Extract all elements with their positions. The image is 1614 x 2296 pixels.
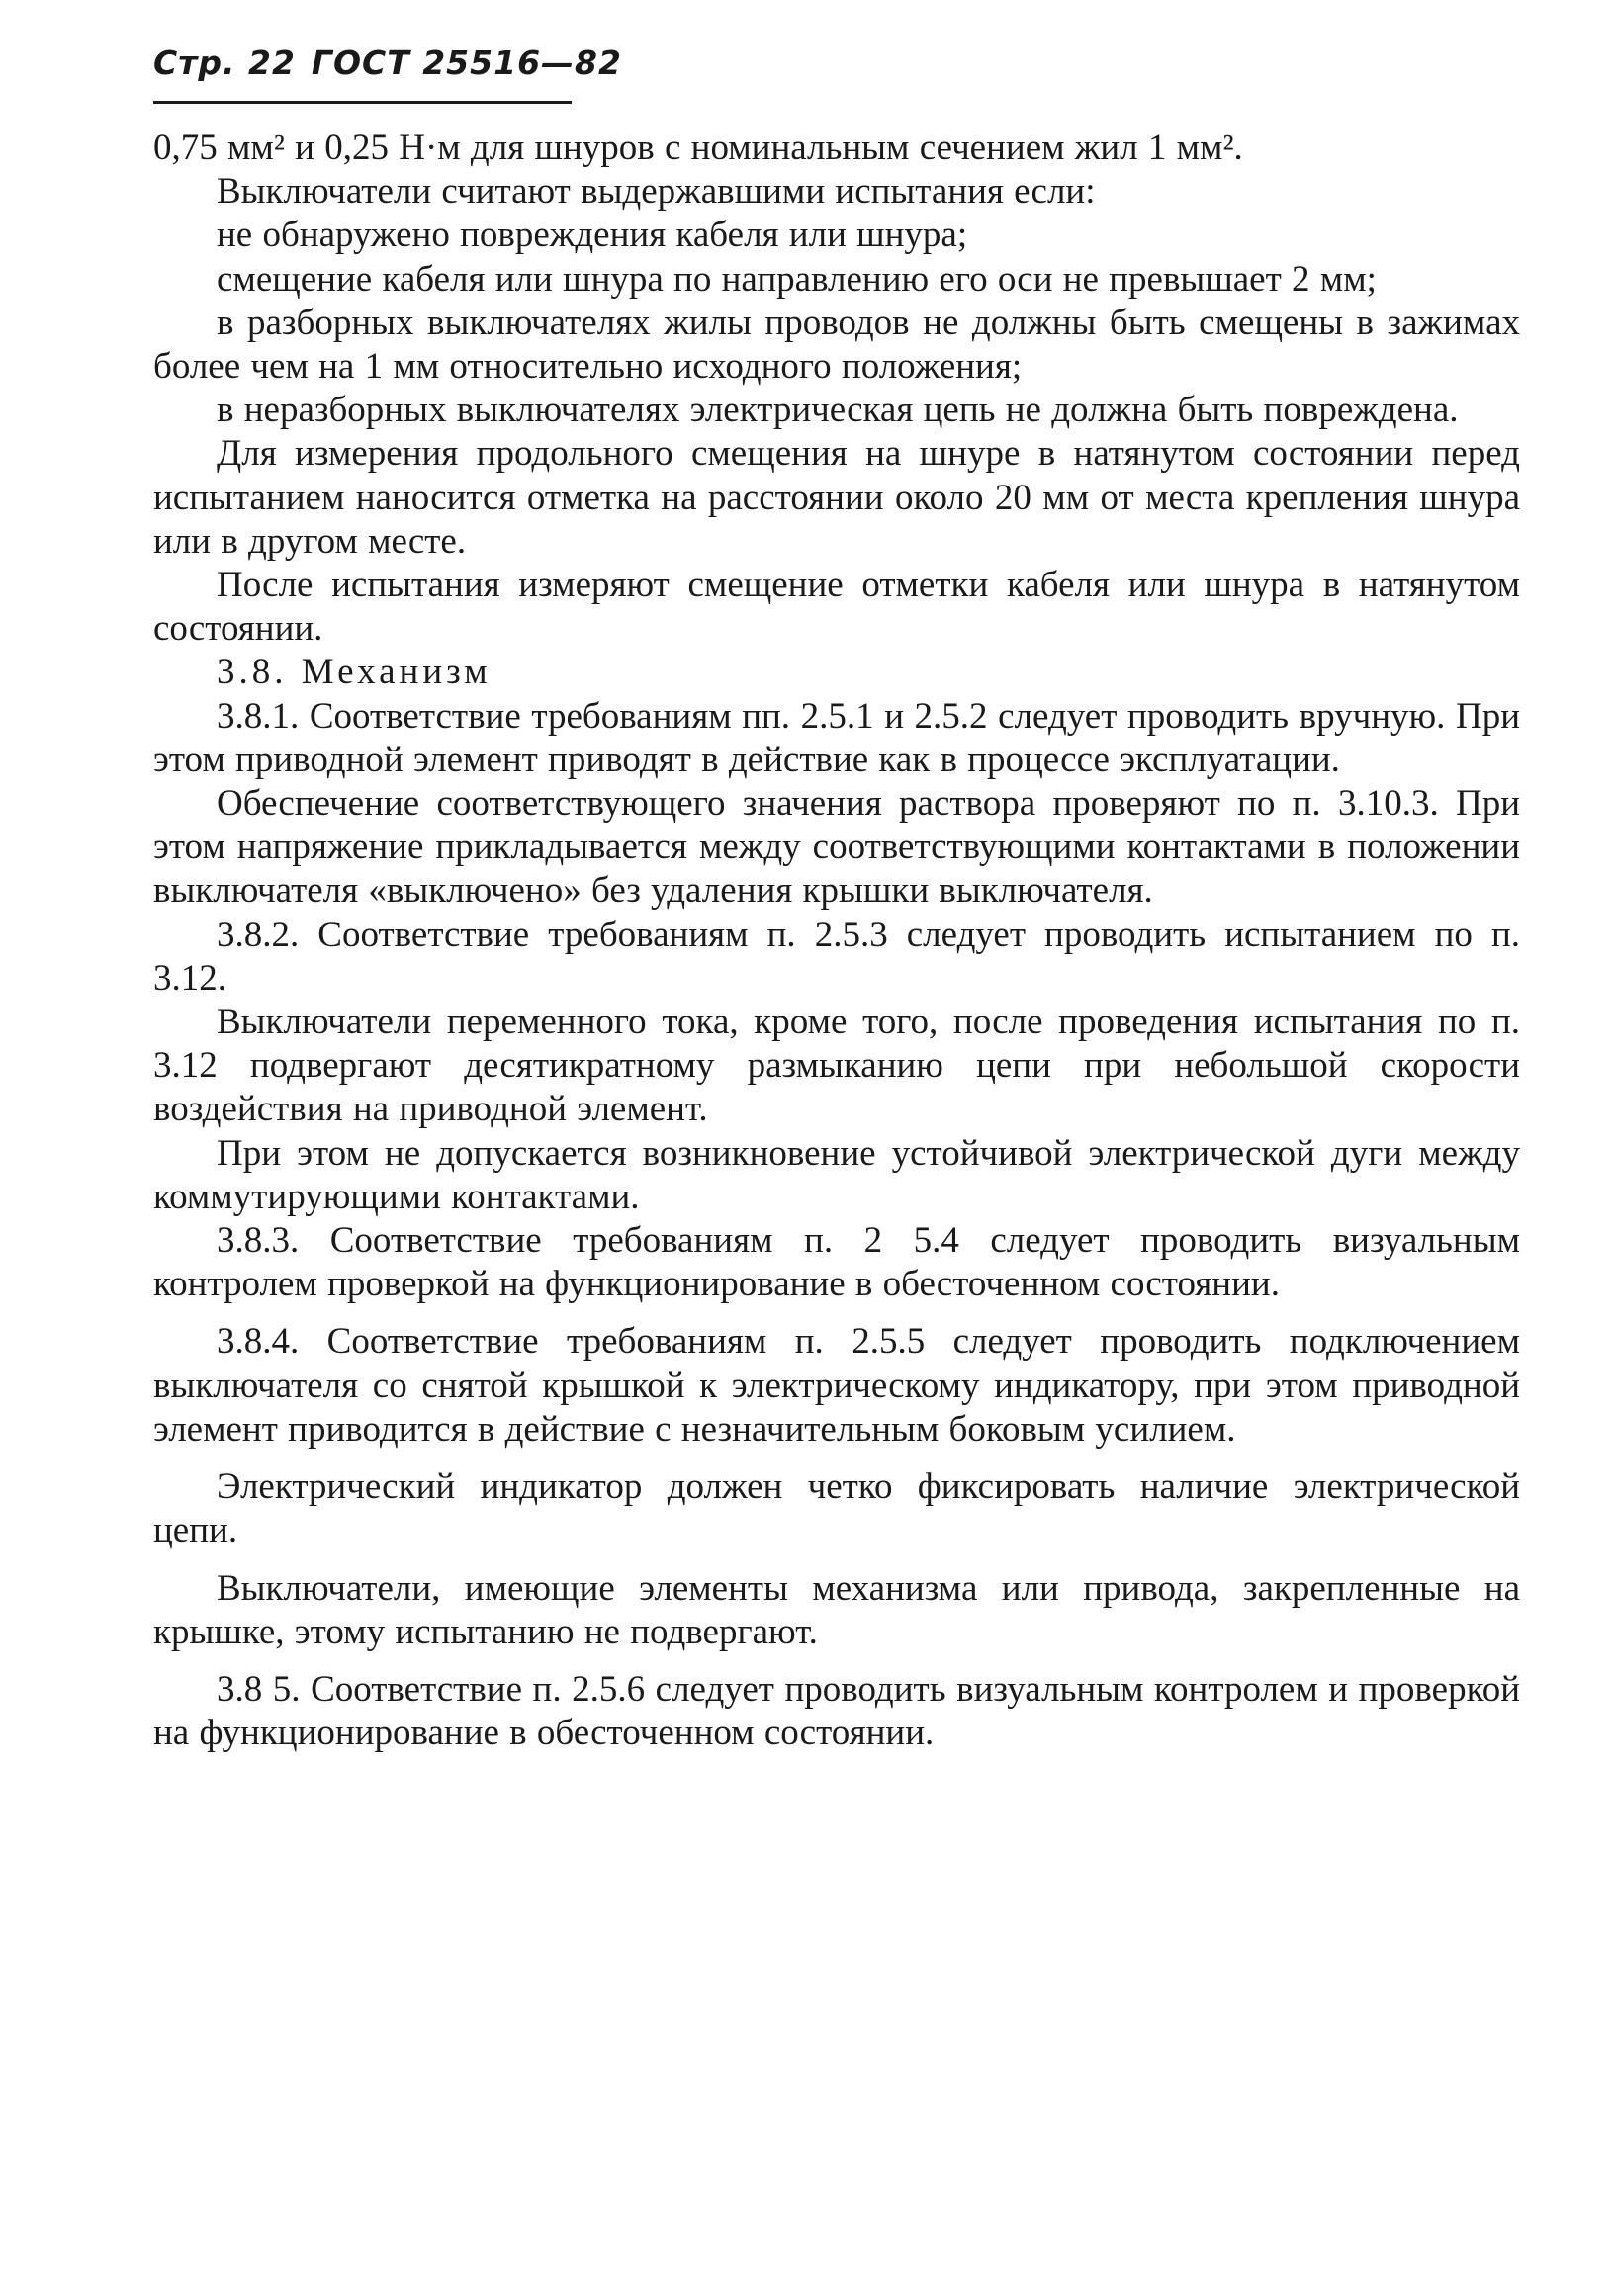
standard-number: ГОСТ 25516—82 (311, 44, 622, 82)
paragraph: При этом не допускается возникновение устойчивой электрической дуги между коммутирующими контактами. (153, 1132, 1520, 1217)
paragraph: Выключатели считают выдержавшими испытания если: (217, 171, 1096, 213)
page-header (153, 44, 638, 82)
paragraph: Выключатели, имеющие элементы механизма или привода, закрепленные на крышке, этому испытанию не подвергают. (153, 1567, 1520, 1652)
paragraph: Для измерения продольного смещения на шнуре в натянутом состоянии перед испытанием наносится отметка на расстоянии около 20 мм от места крепления шнура или в другом месте. (153, 433, 1520, 562)
paragraph: не обнаружено повреждения кабеля или шнура; (217, 215, 968, 256)
paragraph: После испытания измеряют смещение отметки кабеля или шнура в натянутом состоянии. (153, 565, 1520, 650)
paragraph-gap (153, 1452, 1520, 1465)
page-number: Стр. 22 (153, 44, 296, 82)
paragraph: Выключатели переменного тока, кроме того, после проведения испытания по п. 3.12 подвергают десятикратному размыканию цепи при небольшой скорости воздействия на приводной элемент. (153, 1002, 1520, 1130)
section-heading: 3.8. Механизм (217, 652, 492, 693)
document-body (153, 127, 1520, 1755)
paragraph: 3.8.4. Соответствие требованиям п. 2.5.5 следует проводить подключением выключателя со снятой крышкой к электрическому индикатору, при этом приводной элемент приводится в действие с незначительным боковым усилием. (153, 1321, 1520, 1450)
paragraph: 3.8.1. Соответствие требованиям пп. 2.5.1 и 2.5.2 следует проводить вручную. При этом приводной элемент приводят в действие как в процессе эксплуатации. (153, 695, 1520, 780)
paragraph-gap (153, 1553, 1520, 1567)
paragraph: Электрический индикатор должен четко фиксировать наличие электрической цепи. (153, 1466, 1520, 1551)
paragraph: смещение кабеля или шнура по направлению его оси не превышает 2 мм; (217, 258, 1377, 300)
header-rule (153, 101, 572, 104)
paragraph: в неразборных выключателях электрическая цепь не должна быть повреждена. (217, 390, 1459, 431)
paragraph: 3.8.3. Соответствие требованиям п. 2 5.4 следует проводить визуальным контролем проверкой на функционирование в обесточенном состоянии. (153, 1220, 1520, 1305)
paragraph: в разборных выключателях жилы проводов не должны быть смещены в зажимах более чем на 1 мм относительно исходного положения; (153, 302, 1520, 388)
paragraph-gap (153, 1654, 1520, 1668)
paragraph: 3.8 5. Соответствие п. 2.5.6 следует проводить визуальным контролем и проверкой на функционирование в обесточенном состоянии. (153, 1668, 1520, 1754)
paragraph: Обеспечение соответствующего значения раствора проверяют по п. 3.10.3. При этом напряжение прикладывается между соответствующими контактами в положении выключателя «выключено» без удаления крышки выключателя. (153, 783, 1520, 912)
paragraph: 0,75 мм² и 0,25 Н·м для шнуров с номинальным сечением жил 1 мм². (153, 128, 1243, 168)
paragraph-gap (153, 1306, 1520, 1320)
paragraph: 3.8.2. Соответствие требованиям п. 2.5.3 следует проводить испытанием по п. 3.12. (153, 914, 1520, 999)
